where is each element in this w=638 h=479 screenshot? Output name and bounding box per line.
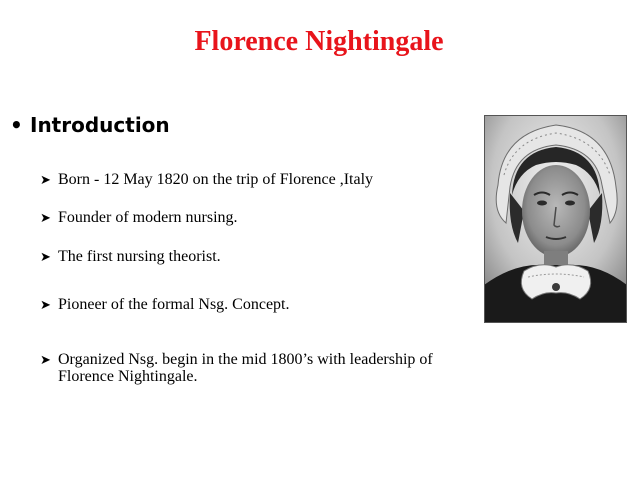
- slide-title: Florence Nightingale: [194, 26, 444, 57]
- bullet-icon: •: [10, 113, 23, 137]
- arrow-bullet-icon: ➤: [40, 173, 51, 188]
- point-text-line-1: Organized Nsg. begin in the mid 1800’s with leadership of: [58, 351, 433, 368]
- list-item: [40, 296, 290, 314]
- point-text: Born - 12 May 1820 on the trip of Florence ,Italy: [58, 171, 374, 188]
- arrow-bullet-icon: ➤: [40, 250, 51, 265]
- arrow-bullet-icon: ➤: [40, 353, 51, 368]
- arrow-bullet-icon: ➤: [40, 211, 51, 226]
- arrow-bullet-icon: ➤: [40, 298, 51, 313]
- portrait-photo: [484, 115, 627, 323]
- point-text: [58, 351, 433, 385]
- point-text: The first nursing theorist.: [58, 248, 221, 265]
- point-text: Pioneer of the formal Nsg. Concept.: [58, 296, 290, 313]
- list-item: [40, 351, 433, 385]
- point-text: Founder of modern nursing.: [58, 209, 238, 226]
- section-heading: [10, 112, 170, 138]
- list-item: [40, 248, 221, 266]
- section-heading-text: Introduction: [30, 113, 170, 137]
- list-item: [40, 209, 238, 227]
- list-item: [40, 171, 373, 189]
- point-text-line-2: Florence Nightingale.: [58, 368, 198, 385]
